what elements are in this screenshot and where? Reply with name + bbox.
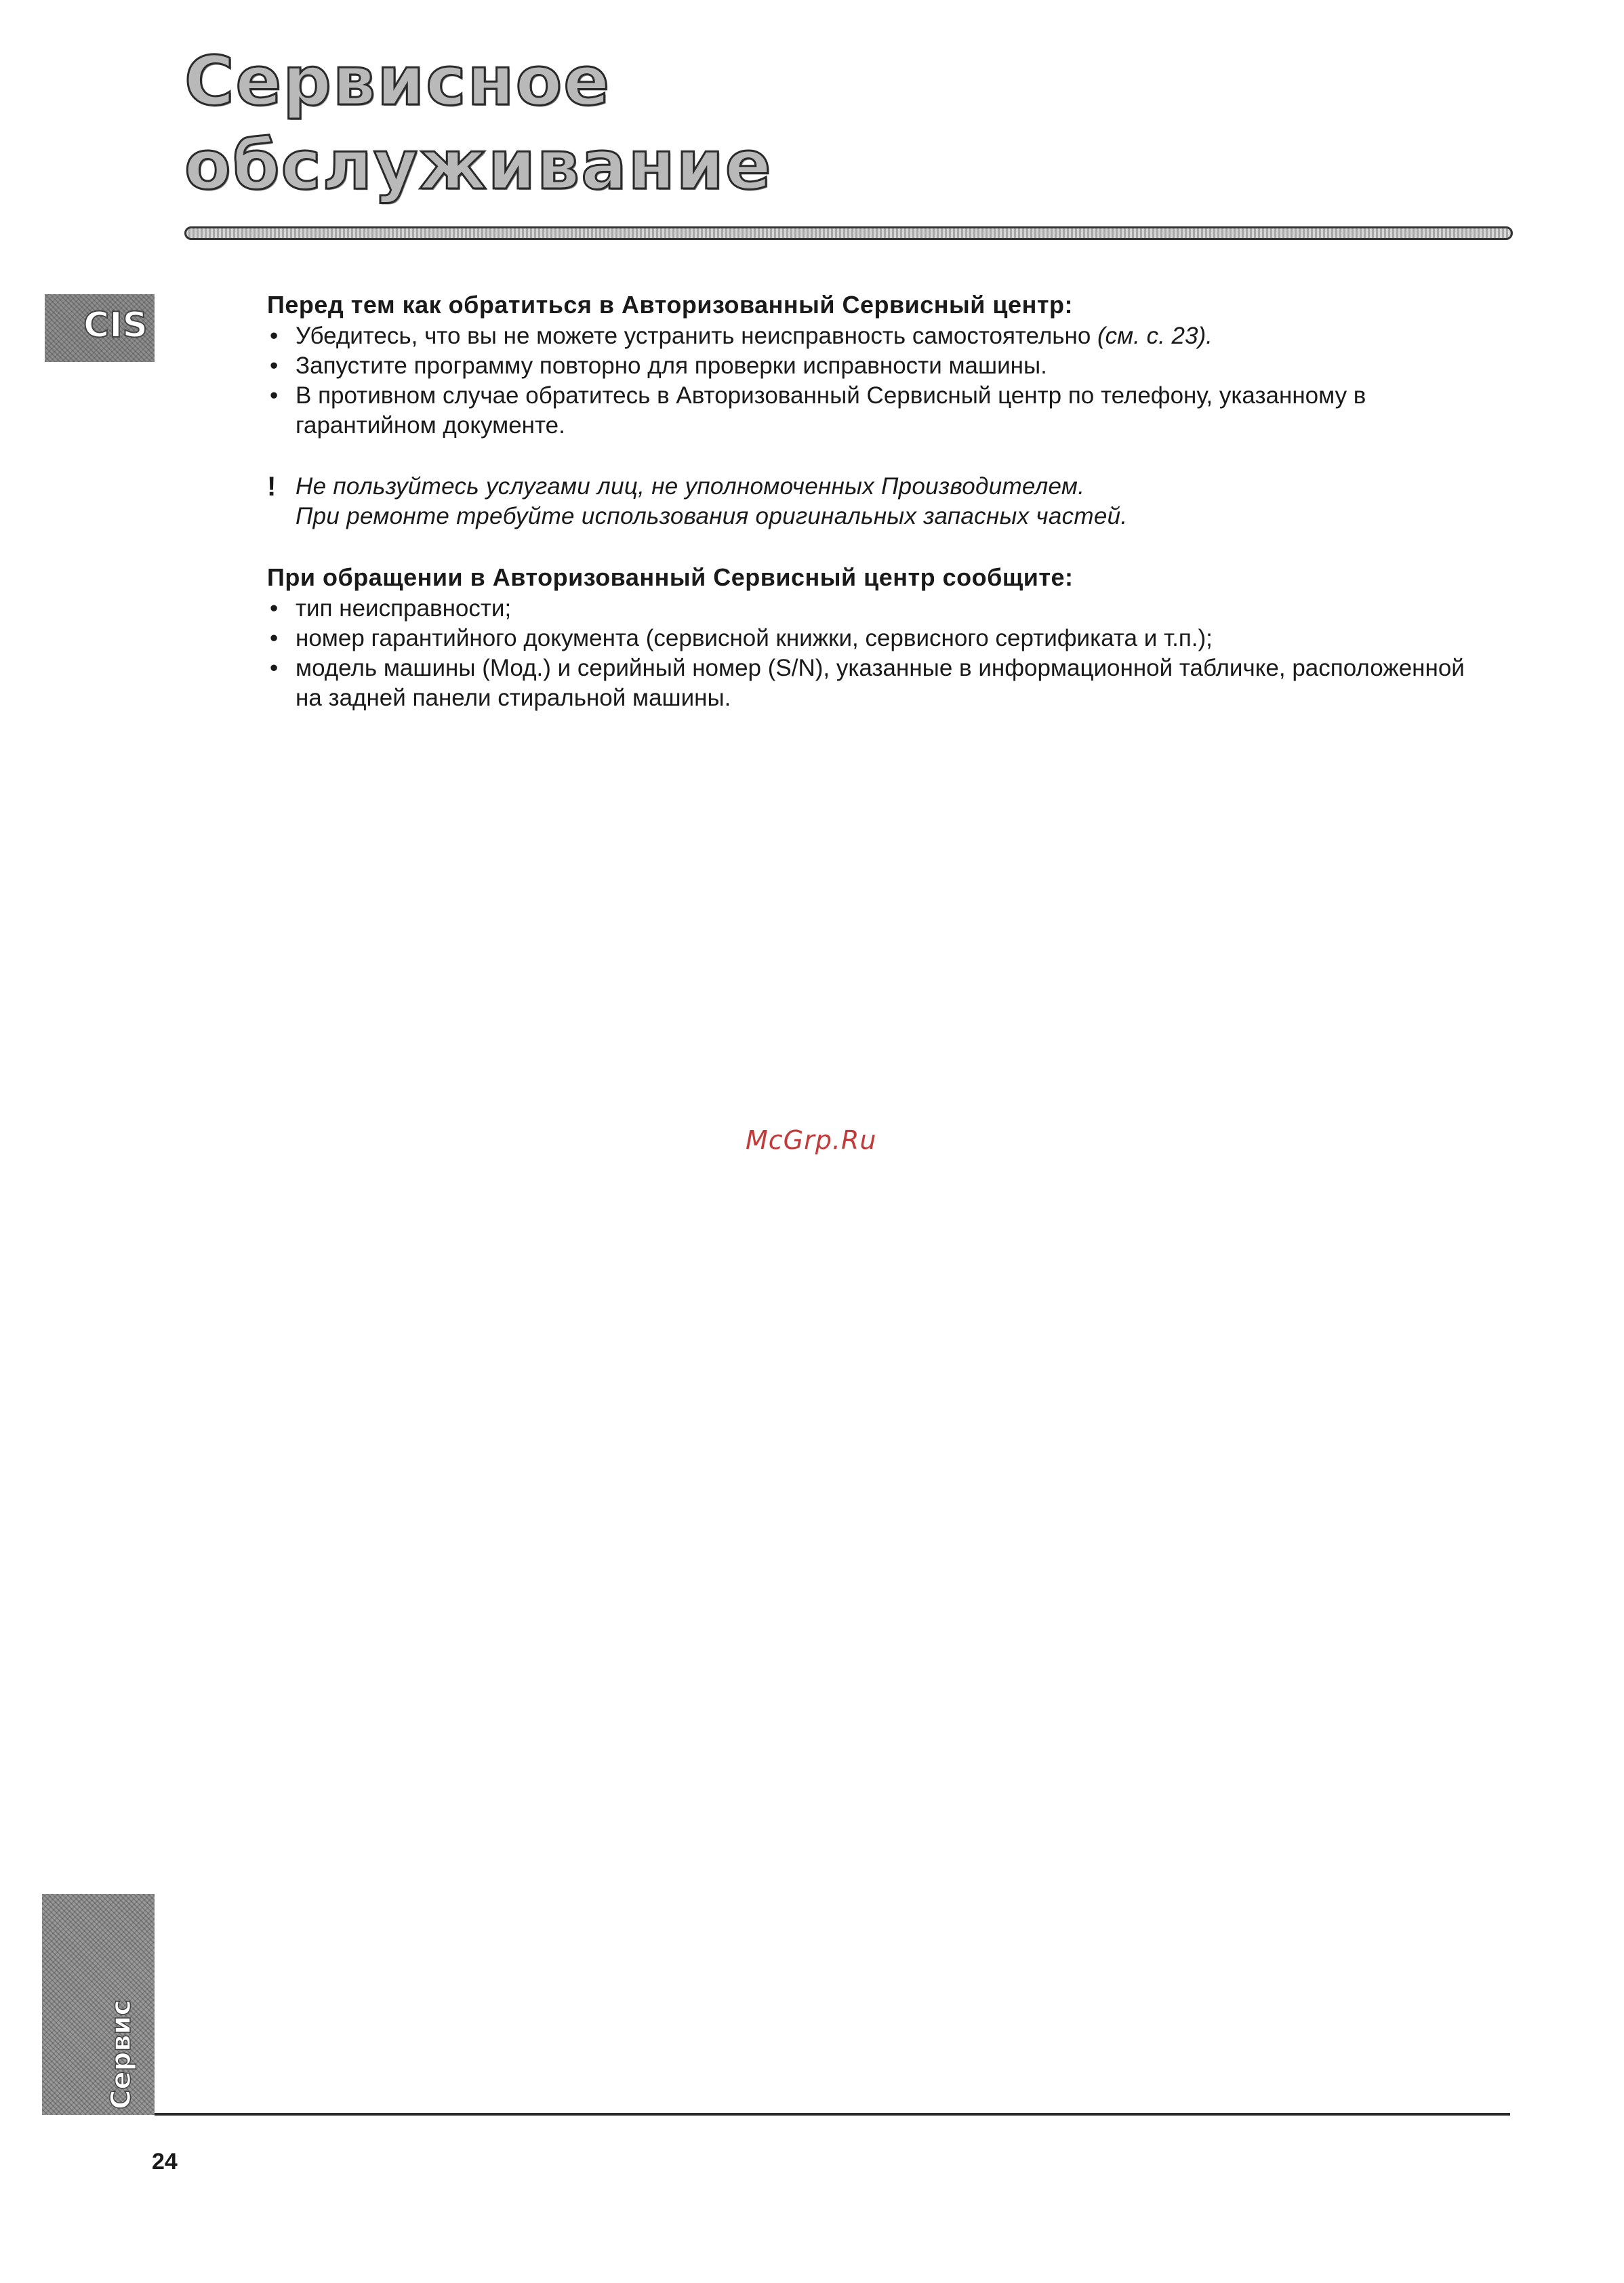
list-item-text: Убедитесь, что вы не можете устранить неисправность самостоятельно <box>296 323 1098 349</box>
list-item: • тип неисправности; <box>267 594 1487 624</box>
page-title-line2: обслуживание <box>184 125 773 205</box>
warning-note <box>267 472 1487 531</box>
title-underline-bar <box>184 226 1513 240</box>
footer-divider <box>155 2113 1510 2116</box>
before-contact-section <box>267 290 1487 441</box>
warning-line2: При ремонте требуйте использования оригинальных запасных частей. <box>296 503 1128 529</box>
when-contact-heading: При обращении в Авторизованный Сервисный центр сообщите: <box>267 563 1074 591</box>
section-tab-label: Сервис <box>106 1999 137 2109</box>
warning-line1: Не пользуйтесь услугами лиц, не уполномоченных Производителем. <box>296 473 1085 500</box>
when-contact-list <box>267 594 1487 713</box>
language-tab <box>45 294 155 362</box>
page-reference: (см. с. 23). <box>1097 323 1213 349</box>
page-title <box>184 39 773 207</box>
page-title-line1: Сервисное <box>184 41 611 121</box>
before-contact-list <box>267 321 1487 441</box>
when-contact-section <box>267 563 1487 713</box>
language-tab-label: CIS <box>83 305 148 346</box>
list-item: • Запустите программу повторно для проверки исправности машины. <box>267 351 1487 381</box>
list-item: • модель машины (Мод.) и серийный номер (S/N), указанные в информационной табличке, расположенной на задней панели стиральной машины. <box>267 653 1487 713</box>
section-tab <box>42 1894 155 2115</box>
list-item: • В противном случае обратитесь в Авторизованный Сервисный центр по телефону, указанному в гарантийном документе. <box>267 381 1487 441</box>
main-content <box>267 290 1487 713</box>
exclamation-icon: ! <box>267 472 277 502</box>
before-contact-heading: Перед тем как обратиться в Авторизованный Сервисный центр: <box>267 291 1073 319</box>
watermark: McGrp.Ru <box>746 1125 877 1155</box>
page-number: 24 <box>152 2149 178 2175</box>
list-item <box>267 321 1487 351</box>
list-item: • номер гарантийного документа (сервисной книжки, сервисного сертификата и т.п.); <box>267 624 1487 653</box>
